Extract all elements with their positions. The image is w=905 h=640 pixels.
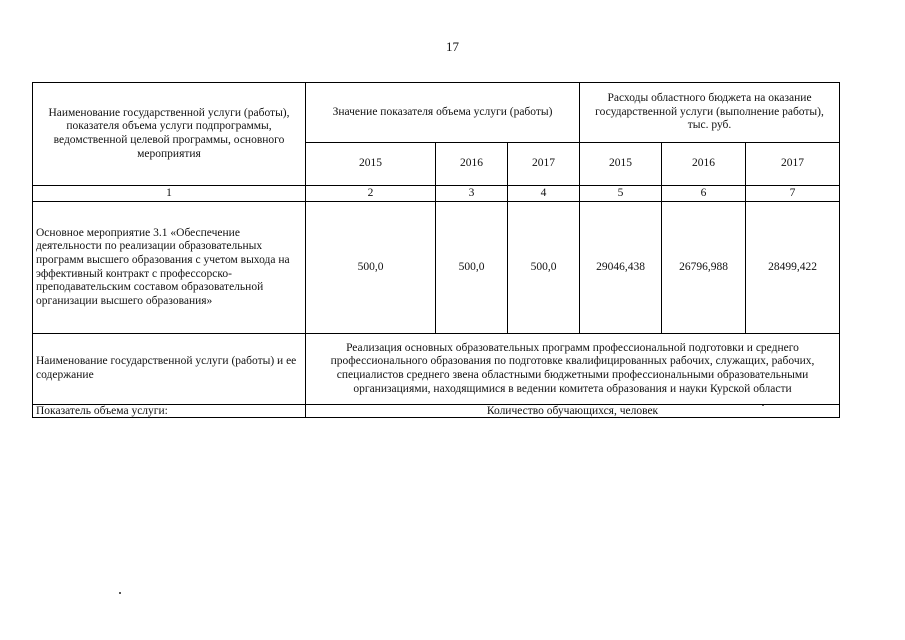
column-number-row <box>33 186 840 202</box>
header-expense-group <box>580 83 840 143</box>
indicator-label: Показатель объема услуги: <box>33 405 306 418</box>
header-year: 2016 <box>436 143 508 186</box>
volume-value-2015: 500,0 <box>306 202 436 334</box>
service-label: Наименование государственной услуги (работы) и ее содержание <box>33 334 306 405</box>
expense-value-2017: 28499,422 <box>746 202 840 334</box>
budget-table <box>32 82 840 418</box>
column-number: 6 <box>662 186 746 202</box>
volume-value-2016: 500,0 <box>436 202 508 334</box>
header-year: 2017 <box>746 143 840 186</box>
column-number: 7 <box>746 186 840 202</box>
activity-name: Основное мероприятие 3.1 «Обеспечение деятельности по реализации образовательных программ высшего образования с учетом выхода на эффективный контракт с профессорско-преподавательским составом образовательной организации высшего образования» <box>33 202 306 334</box>
header-name-column: Наименование государственной услуги (работы), показателя объема услуги подпрограммы, ведомственной целевой программы, основного мероприятия <box>33 83 306 186</box>
header-year: 2016 <box>662 143 746 186</box>
header-year: 2017 <box>508 143 580 186</box>
scan-speck <box>119 592 121 594</box>
volume-value-2017: 500,0 <box>508 202 580 334</box>
scan-speck <box>762 405 764 406</box>
service-row <box>33 334 840 405</box>
header-year: 2015 <box>580 143 662 186</box>
service-content: Реализация основных образовательных программ профессиональной подготовки и среднего профессионального образования по подготовке квалифицированных рабочих, служащих, рабочих, специалистов среднего звена областными бюджетными профессиональными образовательными организациями, находящимися в ведении комитета образования и науки Курской области <box>306 334 840 405</box>
column-number: 4 <box>508 186 580 202</box>
column-number: 1 <box>33 186 306 202</box>
indicator-value: Количество обучающихся, человек <box>306 405 840 418</box>
page-number: 17 <box>446 39 459 54</box>
header-row <box>33 83 840 143</box>
column-number: 3 <box>436 186 508 202</box>
header-volume-group: Значение показателя объема услуги (работы) <box>306 83 580 143</box>
expense-value-2016: 26796,988 <box>662 202 746 334</box>
column-number: 5 <box>580 186 662 202</box>
expense-value-2015: 29046,438 <box>580 202 662 334</box>
column-number: 2 <box>306 186 436 202</box>
header-expense-title: Расходы областного бюджета на оказание государственной услуги (выполнение работы), <box>595 92 824 118</box>
indicator-row <box>33 405 840 418</box>
header-year: 2015 <box>306 143 436 186</box>
header-expense-unit: тыс. руб. <box>687 119 732 132</box>
table-row <box>33 202 840 334</box>
